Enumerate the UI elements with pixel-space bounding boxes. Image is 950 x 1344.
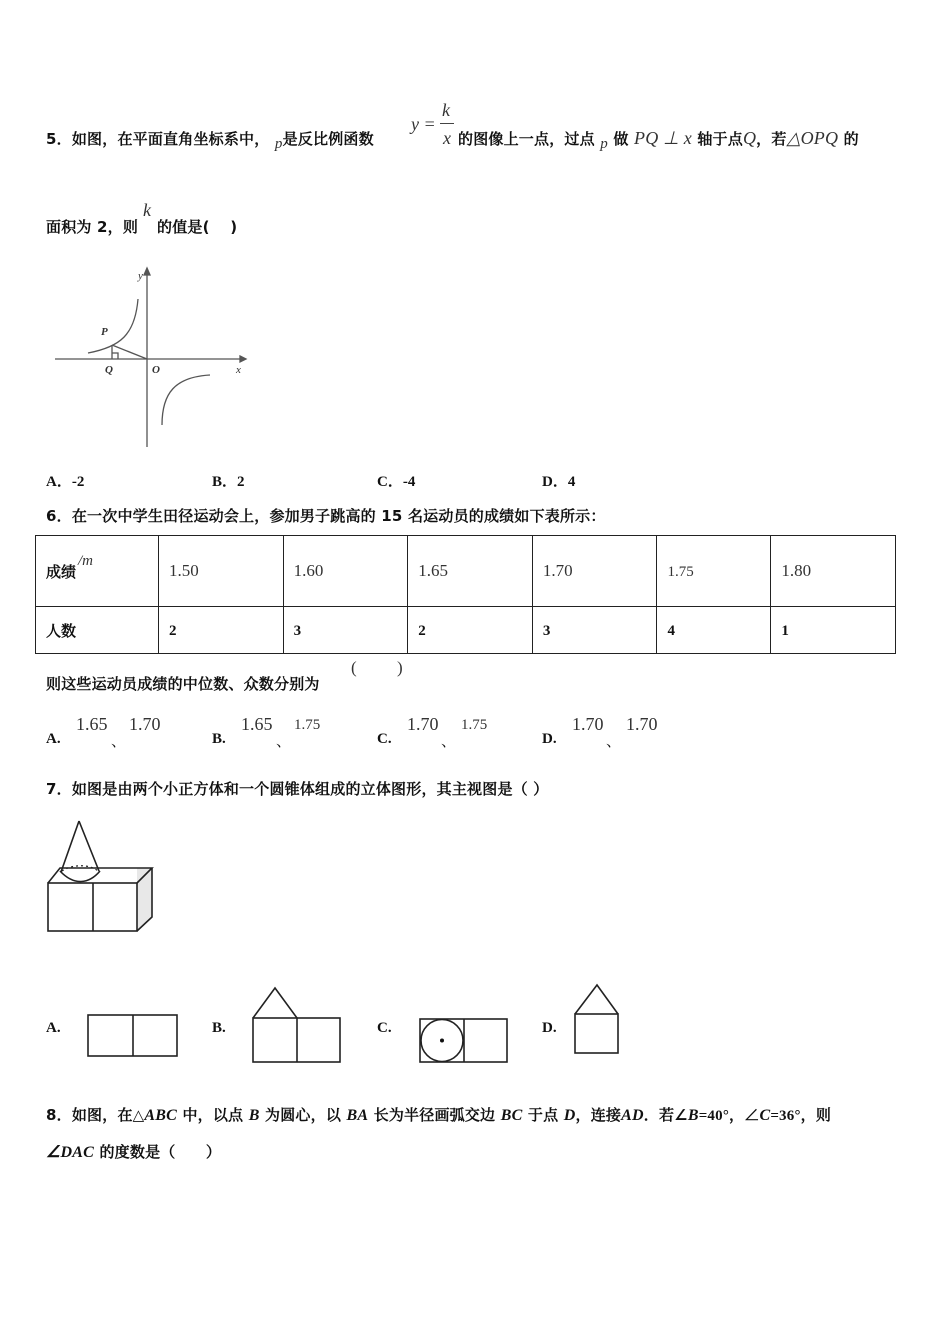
- point-label-o: O: [152, 364, 160, 376]
- table-cell: 1.65: [408, 536, 533, 607]
- q5-option-c[interactable]: C．-4: [377, 474, 416, 490]
- hyperbola-figure: [50, 265, 250, 455]
- q7-stem: 7．如图是由两个小正方体和一个圆锥体组成的立体图形，其主视图是（ ）: [46, 780, 549, 798]
- front-view-triangle-square: [573, 982, 623, 1057]
- q6-question: 则这些运动员成绩的中位数、众数分别为: [46, 675, 320, 693]
- front-view-triangle-two-squares: [251, 985, 346, 1065]
- q8-line2: ∠DAC 的度数是（ ）: [46, 1143, 222, 1161]
- header-counts: 人数: [36, 607, 159, 654]
- expr-pq-perp: PQ ⊥ x: [634, 128, 692, 148]
- table-cell: 1.50: [159, 536, 284, 607]
- table-cell: 4: [657, 607, 771, 654]
- q8-line1: 8．如图，在△ABC 中，以点 B 为圆心，以 BA 长为半径画弧交边 BC 于点 D，连接AD．若∠B=40°，∠C=36°，则: [46, 1106, 832, 1124]
- front-view-circle-squares: [418, 1017, 510, 1065]
- formula-denominator: x: [443, 128, 451, 148]
- table-cell: 1: [771, 607, 896, 654]
- axis-label-y: y: [138, 270, 143, 282]
- q5-option-a[interactable]: A．-2: [46, 474, 85, 490]
- expr-triangle-opq: △OPQ: [786, 128, 839, 148]
- q5-line1-cont: 的图像上一点，过点 p 做 PQ ⊥ x 轴于点Q，若△OPQ 的: [458, 128, 859, 152]
- q5-line2: 面积为 2，则: [46, 218, 139, 236]
- table-cell: 2: [408, 607, 533, 654]
- q5-line1: 5．如图，在平面直角坐标系中， p是反比例函数: [46, 130, 374, 152]
- fraction-bar: [440, 123, 454, 124]
- table-cell: 3: [532, 607, 657, 654]
- formula-lhs: y =: [411, 114, 436, 134]
- q7-option-c[interactable]: C.: [377, 1010, 517, 1070]
- q5-line2-cont: 的值是( ): [157, 218, 238, 236]
- formula-numerator: k: [442, 100, 450, 120]
- header-scores: 成绩/m: [36, 536, 159, 607]
- table-row-scores: [36, 536, 896, 607]
- table-cell: 1.70: [532, 536, 657, 607]
- table-row-counts: [36, 607, 896, 654]
- q6-stem: 6．在一次中学生田径运动会上，参加男子跳高的 15 名运动员的成绩如下表所示：: [46, 507, 606, 525]
- scores-table: [35, 535, 896, 654]
- q5-option-d[interactable]: D．4: [542, 474, 576, 490]
- q7-option-d[interactable]: D.: [542, 982, 642, 1062]
- q6-option-c[interactable]: C. 1.70 、 1.75: [377, 714, 488, 750]
- paren-close: ): [397, 658, 403, 677]
- q6-option-a[interactable]: A. 1.65 、 1.70: [46, 714, 161, 750]
- paren-open: (: [351, 658, 357, 677]
- q5-number: 5．: [46, 130, 72, 148]
- solid-figure-cone-cubes: [44, 816, 159, 936]
- q6-option-b[interactable]: B. 1.65 、 1.75: [212, 714, 321, 750]
- q7-option-a[interactable]: A.: [46, 1010, 186, 1070]
- front-view-two-squares: [86, 1013, 181, 1059]
- var-p: p: [274, 136, 283, 152]
- point-label-p: P: [101, 326, 108, 338]
- table-cell: 1.60: [283, 536, 408, 607]
- point-label-q: Q: [105, 364, 113, 376]
- q6-option-d[interactable]: D. 1.70 、 1.70: [542, 714, 658, 750]
- axis-label-x: x: [236, 364, 241, 376]
- var-k: k: [143, 200, 151, 220]
- table-cell: 1.75: [657, 536, 771, 607]
- table-cell: 3: [283, 607, 408, 654]
- q5-option-b[interactable]: B．2: [212, 474, 245, 490]
- q7-option-b[interactable]: B.: [212, 985, 362, 1070]
- table-cell: 1.80: [771, 536, 896, 607]
- table-cell: 2: [159, 607, 284, 654]
